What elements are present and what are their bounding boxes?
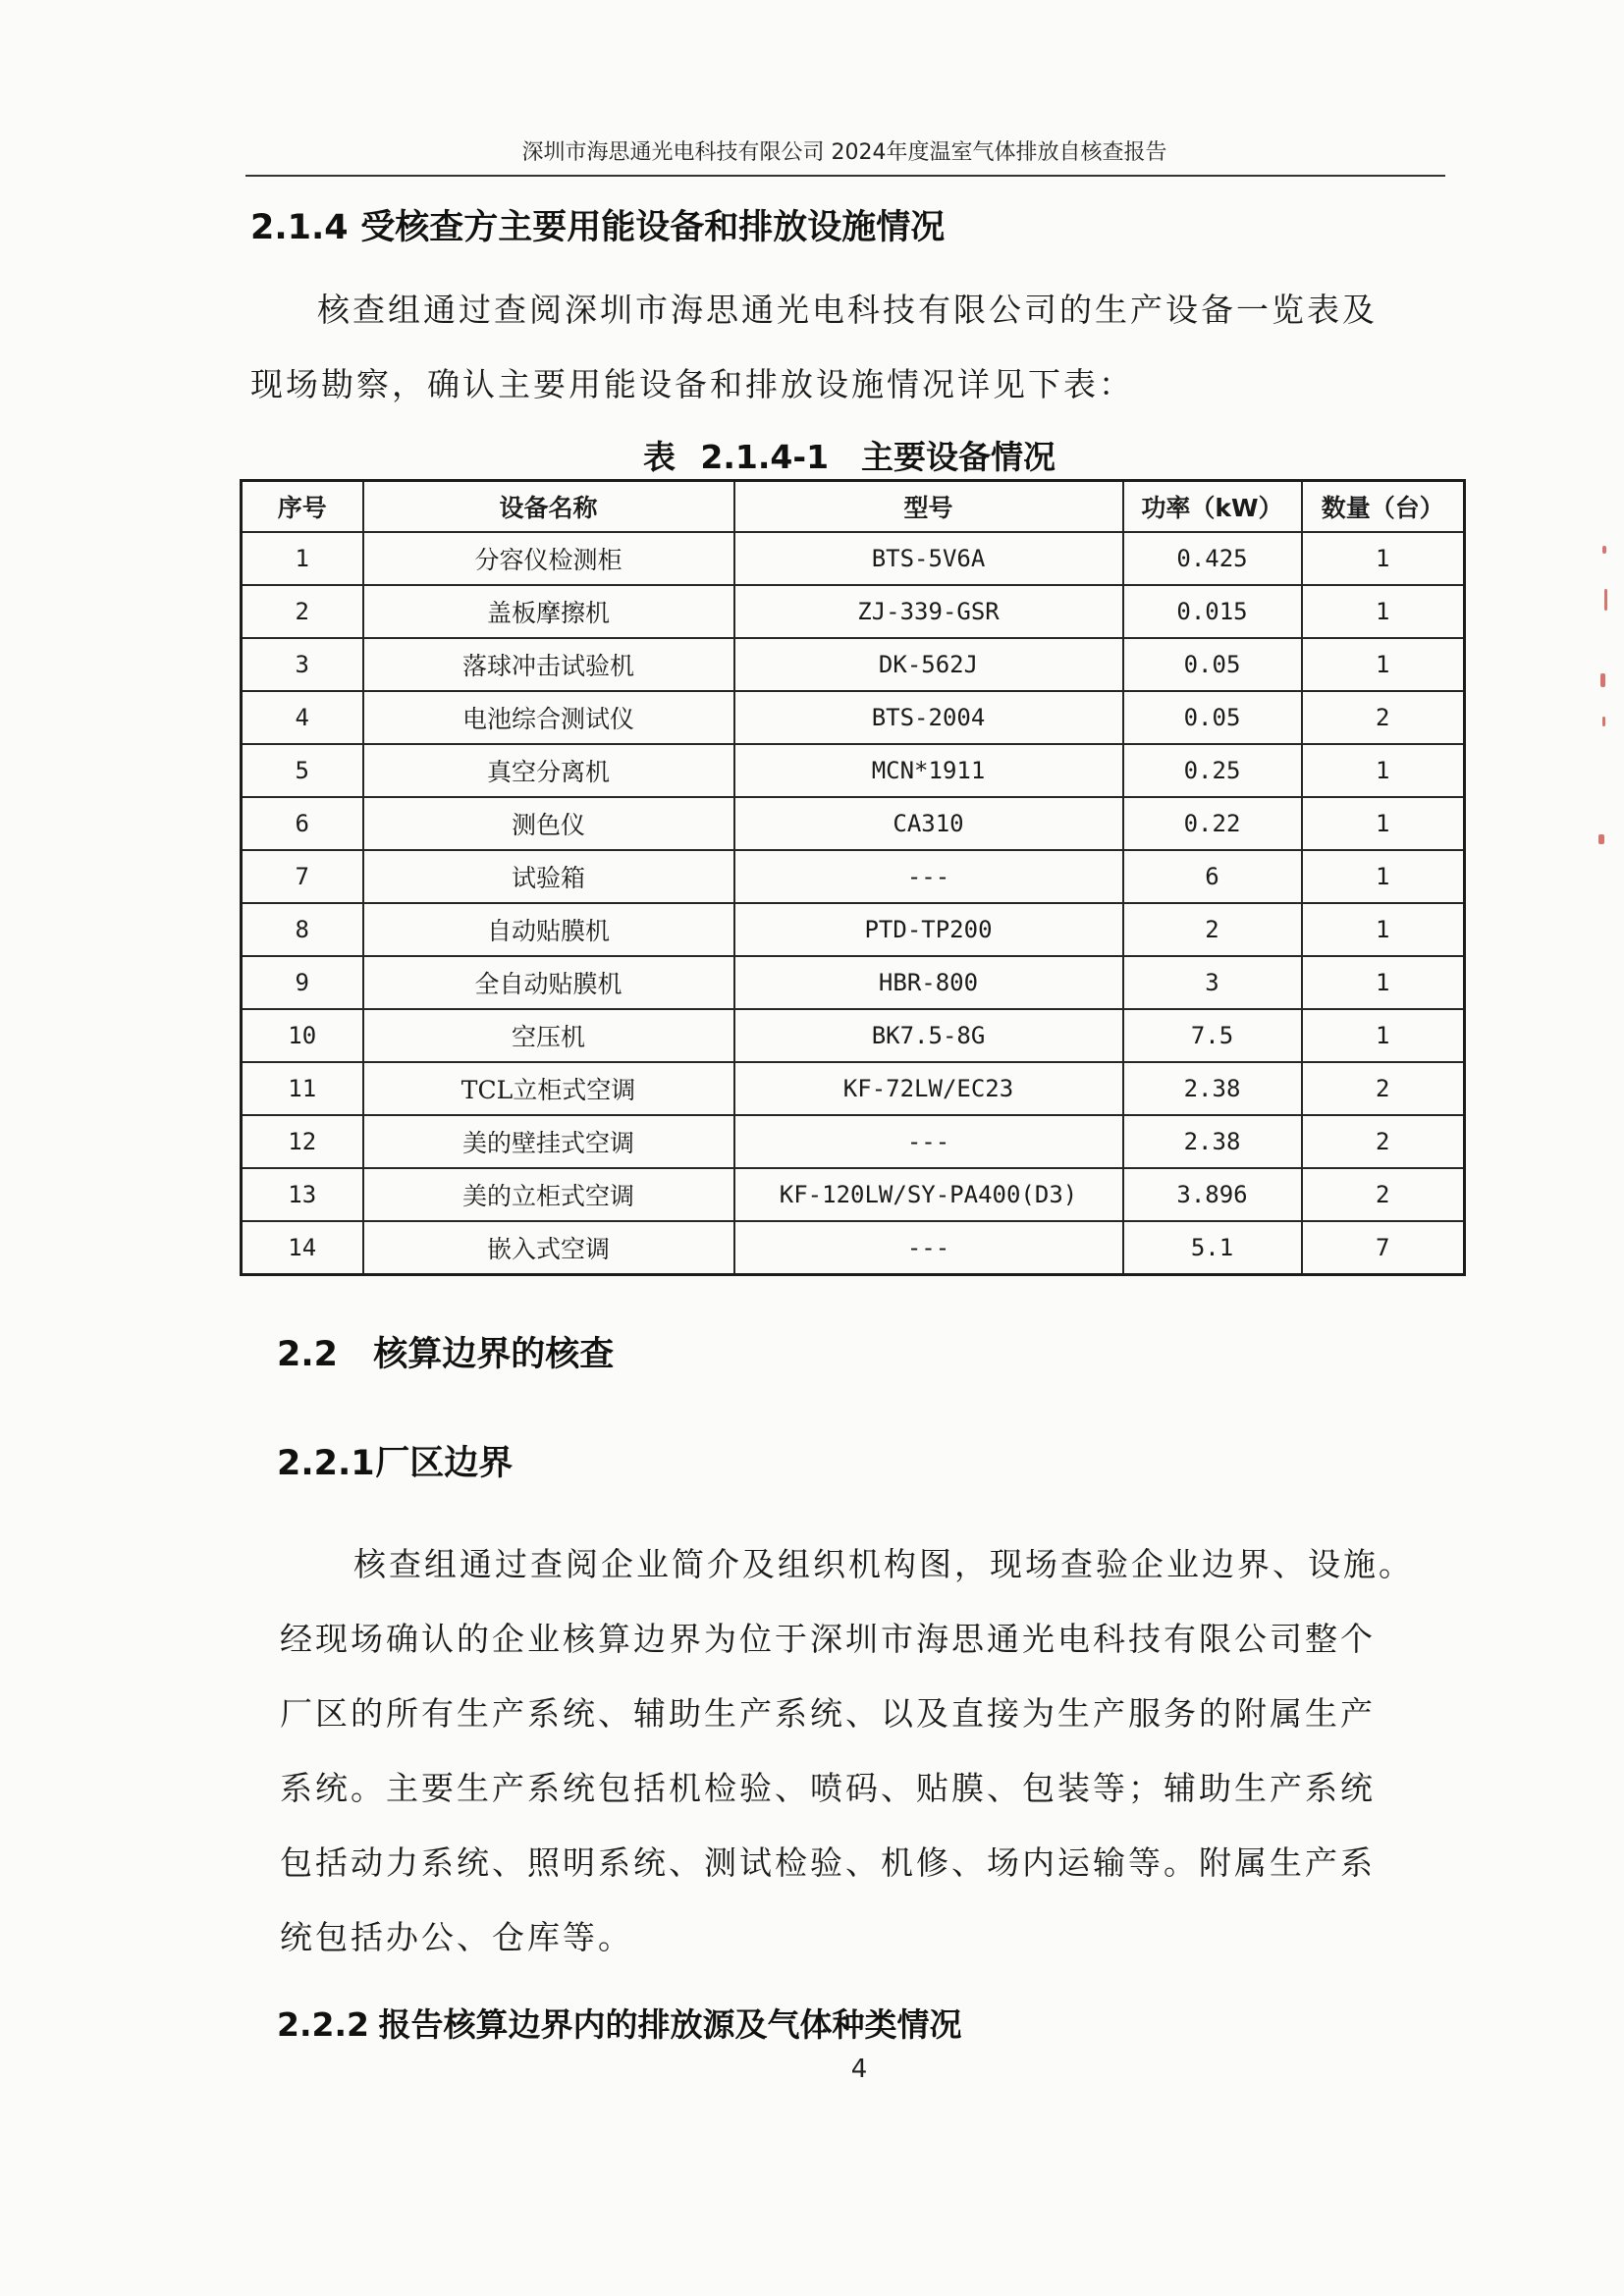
cell-model: BK7.5-8G bbox=[734, 1009, 1123, 1062]
scan-artifact-mark bbox=[1602, 717, 1605, 726]
cell-quantity: 2 bbox=[1302, 691, 1465, 744]
cell-equipment-name: 电池综合测试仪 bbox=[363, 691, 734, 744]
section-number: 2.2 bbox=[277, 1335, 339, 1374]
cell-model: --- bbox=[734, 1115, 1123, 1168]
section-heading-2-2-2 bbox=[277, 2000, 962, 2046]
cell-model: BTS-5V6A bbox=[734, 532, 1123, 585]
cell-power: 3.896 bbox=[1123, 1168, 1302, 1221]
cell-quantity: 1 bbox=[1302, 850, 1465, 903]
cell-power: 2.38 bbox=[1123, 1115, 1302, 1168]
cell-model: HBR-800 bbox=[734, 956, 1123, 1009]
cell-equipment-name: 空压机 bbox=[363, 1009, 734, 1062]
paragraph-line: 包括动力系统、照明系统、测试检验、机修、场内运输等。附属生产系 bbox=[280, 1843, 1376, 1882]
cell-model: KF-72LW/EC23 bbox=[734, 1062, 1123, 1115]
cell-model: MCN*1911 bbox=[734, 744, 1123, 797]
cell-quantity: 7 bbox=[1302, 1221, 1465, 1275]
cell-power: 0.05 bbox=[1123, 691, 1302, 744]
cell-model: KF-120LW/SY-PA400(D3) bbox=[734, 1168, 1123, 1221]
table-row bbox=[242, 956, 1465, 1009]
section-title: 核算边界的核查 bbox=[373, 1335, 615, 1374]
cell-model: BTS-2004 bbox=[734, 691, 1123, 744]
cell-power: 7.5 bbox=[1123, 1009, 1302, 1062]
cell-index: 8 bbox=[242, 903, 363, 956]
cell-index: 5 bbox=[242, 744, 363, 797]
cell-quantity: 1 bbox=[1302, 585, 1465, 638]
cell-power: 2.38 bbox=[1123, 1062, 1302, 1115]
paragraph-line: 核查组通过查阅深圳市海思通光电科技有限公司的生产设备一览表及 bbox=[317, 291, 1378, 329]
table-row bbox=[242, 1009, 1465, 1062]
cell-equipment-name: 真空分离机 bbox=[363, 744, 734, 797]
cell-model: --- bbox=[734, 1221, 1123, 1275]
cell-index: 3 bbox=[242, 638, 363, 691]
section-number: 2.2.2 bbox=[277, 2005, 369, 2044]
cell-model: DK-562J bbox=[734, 638, 1123, 691]
scan-artifact-mark bbox=[1600, 673, 1605, 687]
cell-quantity: 2 bbox=[1302, 1115, 1465, 1168]
cell-quantity: 1 bbox=[1302, 956, 1465, 1009]
table-caption: 表 2.1.4-1 主要设备情况 bbox=[642, 438, 1056, 476]
paragraph-line: 厂区的所有生产系统、辅助生产系统、以及直接为生产服务的附属生产 bbox=[280, 1694, 1376, 1733]
section-title: 报告核算边界内的排放源及气体种类情况 bbox=[378, 2005, 962, 2044]
equipment-table bbox=[240, 479, 1466, 1276]
cell-index: 12 bbox=[242, 1115, 363, 1168]
cell-power: 0.22 bbox=[1123, 797, 1302, 850]
paragraph-line: 系统。主要生产系统包括机检验、喷码、贴膜、包装等；辅助生产系统 bbox=[280, 1769, 1376, 1807]
table-row bbox=[242, 850, 1465, 903]
cell-quantity: 2 bbox=[1302, 1168, 1465, 1221]
cell-equipment-name: 测色仪 bbox=[363, 797, 734, 850]
table-row bbox=[242, 1168, 1465, 1221]
table-row bbox=[242, 1115, 1465, 1168]
cell-equipment-name: 美的壁挂式空调 bbox=[363, 1115, 734, 1168]
header-rule bbox=[245, 175, 1445, 177]
section-number: 2.1.4 bbox=[250, 208, 349, 247]
cell-equipment-name: 落球冲击试验机 bbox=[363, 638, 734, 691]
cell-power: 0.425 bbox=[1123, 532, 1302, 585]
cell-quantity: 1 bbox=[1302, 638, 1465, 691]
cell-equipment-name: 自动贴膜机 bbox=[363, 903, 734, 956]
cell-equipment-name: 美的立柜式空调 bbox=[363, 1168, 734, 1221]
cell-index: 1 bbox=[242, 532, 363, 585]
cell-index: 14 bbox=[242, 1221, 363, 1275]
cell-equipment-name: 盖板摩擦机 bbox=[363, 585, 734, 638]
cell-power: 5.1 bbox=[1123, 1221, 1302, 1275]
table-body bbox=[242, 532, 1465, 1275]
scan-artifact-mark bbox=[1604, 589, 1607, 611]
cell-quantity: 1 bbox=[1302, 1009, 1465, 1062]
cell-quantity: 2 bbox=[1302, 1062, 1465, 1115]
cell-equipment-name: 嵌入式空调 bbox=[363, 1221, 734, 1275]
cell-index: 11 bbox=[242, 1062, 363, 1115]
section-heading-2-2-1 bbox=[277, 1436, 513, 1485]
section-heading-2-1-4 bbox=[250, 200, 945, 249]
cell-power: 0.015 bbox=[1123, 585, 1302, 638]
cell-power: 3 bbox=[1123, 956, 1302, 1009]
table-row bbox=[242, 691, 1465, 744]
section-number: 2.2.1 bbox=[277, 1444, 375, 1483]
section-title: 厂区边界 bbox=[375, 1444, 514, 1483]
cell-quantity: 1 bbox=[1302, 797, 1465, 850]
table-row bbox=[242, 532, 1465, 585]
cell-model: ZJ-339-GSR bbox=[734, 585, 1123, 638]
cell-model: --- bbox=[734, 850, 1123, 903]
column-header-name: 设备名称 bbox=[363, 481, 734, 533]
paragraph-line: 现场勘察，确认主要用能设备和排放设施情况详见下表： bbox=[250, 365, 1134, 403]
cell-index: 6 bbox=[242, 797, 363, 850]
cell-power: 0.25 bbox=[1123, 744, 1302, 797]
cell-index: 9 bbox=[242, 956, 363, 1009]
cell-quantity: 1 bbox=[1302, 903, 1465, 956]
table-row bbox=[242, 903, 1465, 956]
cell-quantity: 1 bbox=[1302, 532, 1465, 585]
cell-equipment-name: 试验箱 bbox=[363, 850, 734, 903]
cell-model: CA310 bbox=[734, 797, 1123, 850]
cell-index: 7 bbox=[242, 850, 363, 903]
paragraph-line: 经现场确认的企业核算边界为位于深圳市海思通光电科技有限公司整个 bbox=[280, 1620, 1376, 1658]
table-header-row bbox=[242, 481, 1465, 533]
page-number: 4 bbox=[850, 2055, 868, 2084]
scan-artifact-mark bbox=[1598, 834, 1604, 844]
cell-equipment-name: 分容仪检测柜 bbox=[363, 532, 734, 585]
cell-index: 13 bbox=[242, 1168, 363, 1221]
cell-index: 10 bbox=[242, 1009, 363, 1062]
cell-equipment-name: 全自动贴膜机 bbox=[363, 956, 734, 1009]
column-header-index: 序号 bbox=[242, 481, 363, 533]
cell-equipment-name: TCL立柜式空调 bbox=[363, 1062, 734, 1115]
table-row bbox=[242, 744, 1465, 797]
column-header-model: 型号 bbox=[734, 481, 1123, 533]
cell-index: 2 bbox=[242, 585, 363, 638]
scan-artifact-mark bbox=[1602, 546, 1606, 554]
table-row bbox=[242, 585, 1465, 638]
running-header: 深圳市海思通光电科技有限公司 2024年度温室气体排放自核查报告 bbox=[521, 140, 1167, 165]
paragraph-line: 核查组通过查阅企业简介及组织机构图，现场查验企业边界、设施。 bbox=[353, 1545, 1414, 1583]
cell-model: PTD-TP200 bbox=[734, 903, 1123, 956]
cell-power: 2 bbox=[1123, 903, 1302, 956]
cell-power: 6 bbox=[1123, 850, 1302, 903]
table-row bbox=[242, 638, 1465, 691]
section-heading-2-2 bbox=[277, 1327, 614, 1376]
column-header-power: 功率（kW） bbox=[1123, 481, 1302, 533]
paragraph-line: 统包括办公、仓库等。 bbox=[280, 1918, 633, 1956]
cell-index: 4 bbox=[242, 691, 363, 744]
column-header-quantity: 数量（台） bbox=[1302, 481, 1465, 533]
cell-quantity: 1 bbox=[1302, 744, 1465, 797]
table-row bbox=[242, 797, 1465, 850]
section-title: 受核查方主要用能设备和排放设施情况 bbox=[360, 208, 946, 247]
table-row bbox=[242, 1221, 1465, 1275]
table-row bbox=[242, 1062, 1465, 1115]
cell-power: 0.05 bbox=[1123, 638, 1302, 691]
